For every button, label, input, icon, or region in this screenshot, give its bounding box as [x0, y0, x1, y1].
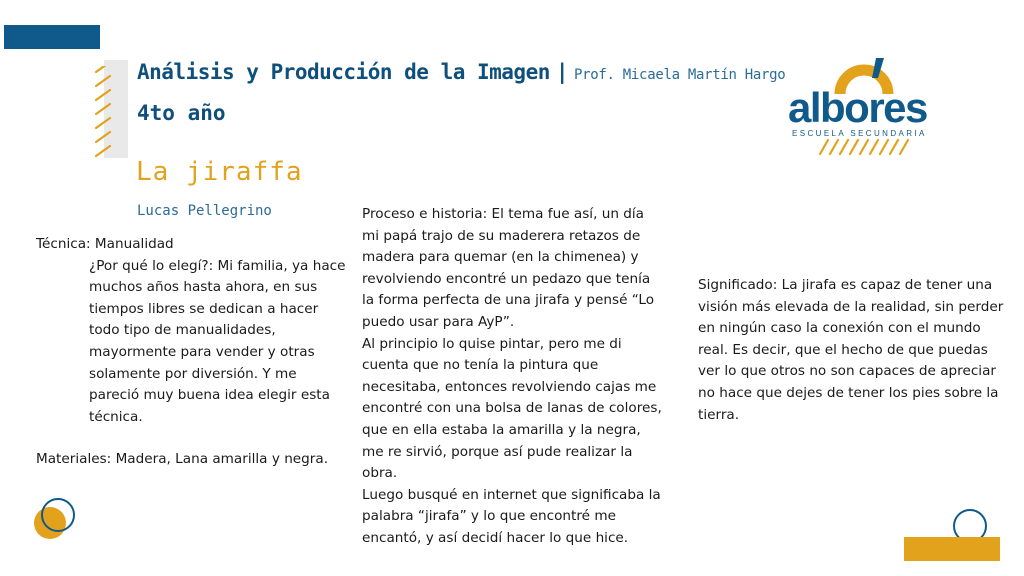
professor-name: Prof. Micaela Martín Hargo [574, 67, 786, 83]
school-logo [788, 56, 928, 156]
logo-wordmark: albores [788, 84, 927, 131]
materials-text: Materiales: Madera, Lana amarilla y negra. [36, 451, 329, 468]
circles-decoration-left [32, 495, 80, 543]
title-separator: | [555, 60, 569, 84]
logo-subtitle: ESCUELA SECUNDARIA [792, 129, 927, 138]
why-chosen-text: ¿Por qué lo elegí?: Mi familia, ya hace muchos años hasta ahora, en sus tiempos libres se dedican a hacer todo tipo de manualidades, mayormente para vender y otras solamente por diversión. Y me pareció muy buena idea elegir esta técnica. [89, 257, 346, 425]
technique-column [36, 234, 346, 471]
meaning-text: Significado: La jirafa es capaz de tener una visión más elevada de la realidad, sin perder en ningún caso la conexión con el mundo real. Es decir, que el hecho de que puedas ver lo que otros no son capaces de apreciar no hace que dejes de tener los pies sobre la tierra. [698, 277, 1004, 423]
course-year: 4to año [137, 101, 226, 125]
author-name: Lucas Pellegrino [137, 203, 272, 219]
circle-bar-decoration-right [904, 508, 1004, 566]
technique-label: Técnica: Manualidad [36, 236, 174, 252]
process-paragraph-3: Luego busqué en internet que significaba la palabra “jirafa” y lo que encontré me encantó, y así decidí hacer lo que hice. [362, 486, 661, 546]
process-paragraph-2: Al principio lo quise pintar, pero me di cuenta que no tenía la pintura que necesitaba, entonces revolviendo cajas me encontré con una bolsa de lanas de colores, que en ella estaba la amarilla y la negra, me re sirvió, porque así pude realizar la obra. [362, 335, 662, 482]
course-title-line [137, 60, 785, 84]
process-column [362, 204, 662, 550]
meaning-column [698, 275, 1008, 426]
work-title: La jiraffa [136, 157, 303, 187]
process-paragraph-1: Proceso e historia: El tema fue así, un día mi papá trajo de su maderera retazos de madera para quemar (en la chimenea) y revolviendo encontré un pedazo que tenía la forma perfecta de una jirafa y pensé “Lo puedo usar para AyP”. [362, 206, 655, 330]
yellow-hatch-decoration [90, 66, 120, 166]
top-blue-bar [4, 25, 100, 49]
course-title: Análisis y Producción de la Imagen [137, 60, 550, 84]
